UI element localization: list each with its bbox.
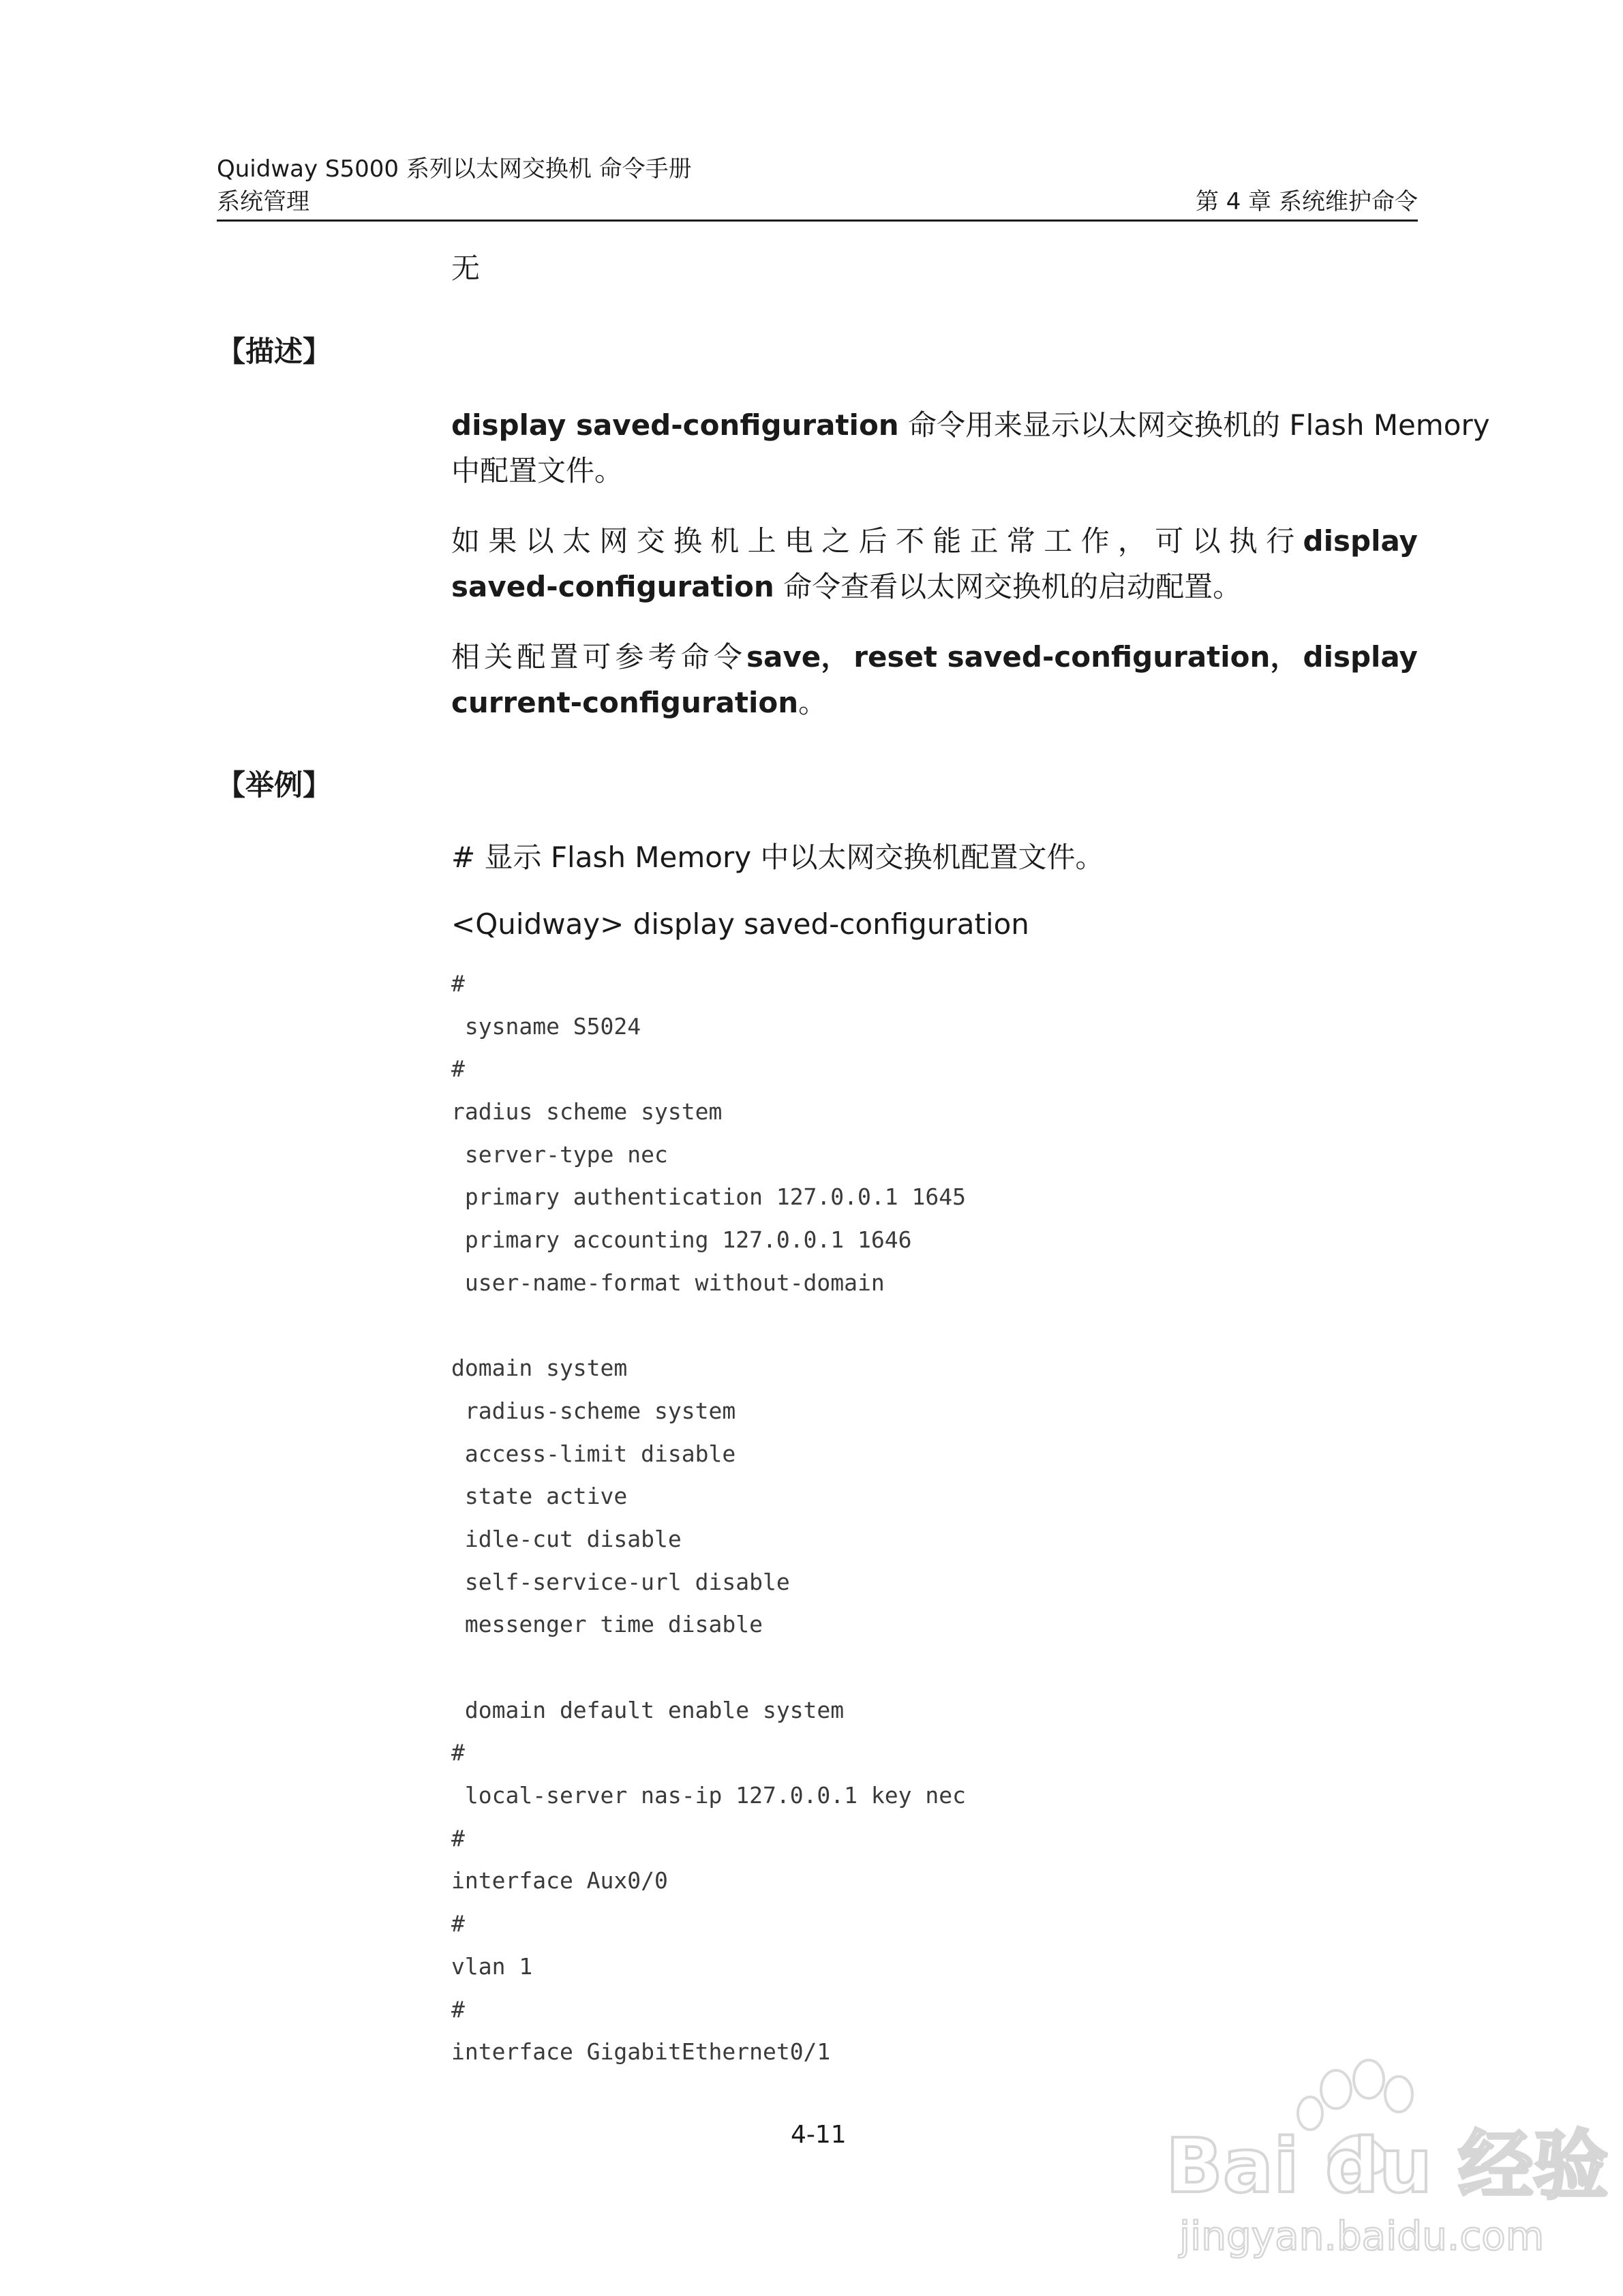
paragraph-line	[451, 448, 1418, 494]
command-name: save，	[746, 640, 850, 674]
code-line: #	[451, 970, 465, 997]
paragraph-word: 可	[582, 640, 611, 674]
paragraph-text: 中配置文件。	[451, 454, 624, 487]
code-line: user-name-format without-domain	[451, 1269, 885, 1296]
code-line: radius scheme system	[451, 1098, 723, 1126]
description-paragraph-2	[451, 518, 1418, 609]
paragraph-word: 上	[747, 524, 776, 558]
command-name: current-configuration	[451, 686, 799, 719]
paragraph-word: 机	[710, 524, 740, 558]
code-line: #	[451, 1055, 465, 1083]
code-line: #	[451, 1995, 465, 2023]
paragraph-text: 。	[798, 686, 828, 719]
default-value: 无	[451, 252, 481, 285]
code-line: interface Aux0/0	[451, 1867, 668, 1894]
paragraph-word: 之	[821, 524, 851, 558]
code-line: interface GigabitEthernet0/1	[451, 2038, 831, 2066]
paragraph-word: 可	[1155, 524, 1184, 558]
paragraph-word: 换	[673, 524, 702, 558]
command-name: display	[1303, 524, 1418, 558]
paragraph-word: 置	[549, 640, 579, 674]
code-line	[451, 1646, 966, 1689]
example-heading: 【举例】	[217, 768, 332, 802]
code-line	[451, 1305, 966, 1348]
paw-icon	[1321, 2070, 1351, 2109]
paragraph-word: 交	[636, 524, 665, 558]
code-line: primary authentication 127.0.0.1 1645	[451, 1183, 966, 1211]
code-line: local-server nas-ip 127.0.0.1 key nec	[451, 1782, 966, 1809]
paragraph-word: 不	[895, 524, 924, 558]
code-line: self-service-url disable	[451, 1568, 790, 1595]
header-divider	[217, 220, 1418, 222]
paragraph-line	[451, 634, 1418, 680]
paragraph-line	[451, 680, 1418, 725]
description-heading: 【描述】	[217, 335, 332, 368]
paragraph-word: 常	[1006, 524, 1035, 558]
code-line: domain default enable system	[451, 1696, 845, 1723]
example-caption: # 显示 Flash Memory 中以太网交换机配置文件。	[451, 841, 1104, 874]
paragraph-word: 后	[858, 524, 888, 558]
paragraph-word: 关	[484, 640, 513, 674]
code-line: state active	[451, 1483, 628, 1510]
paragraph-word: 网	[599, 524, 628, 558]
code-line: #	[451, 1739, 465, 1766]
section-name: 系统管理	[217, 188, 309, 215]
paragraph-line	[451, 518, 1418, 564]
paragraph-word: 如	[451, 524, 481, 558]
example-command-prompt: <Quidway> display saved-configuration	[451, 907, 1029, 941]
paragraph-word: 以	[525, 524, 554, 558]
code-line: primary accounting 127.0.0.1 1646	[451, 1226, 912, 1254]
command-name: display	[1303, 640, 1418, 674]
paragraph-word: 能	[932, 524, 962, 558]
paragraph-word: 参	[615, 640, 644, 674]
command-name: reset saved-configuration，	[853, 640, 1299, 674]
code-line: #	[451, 1824, 465, 1852]
watermark-url: jingyan.baidu.com	[1179, 2213, 1545, 2259]
description-paragraph-1	[451, 402, 1490, 494]
paragraph-word: 正	[969, 524, 999, 558]
watermark-brand: Bai du 经验	[1166, 2122, 1609, 2209]
code-line: server-type nec	[451, 1141, 668, 1168]
paragraph-line	[451, 402, 1490, 448]
paragraph-word: 作	[1080, 524, 1110, 558]
paragraph-word: 行	[1266, 524, 1295, 558]
description-paragraph-3	[451, 634, 1418, 725]
paragraph-word: 执	[1228, 524, 1258, 558]
paragraph-text: 命令查看以太网交换机的启动配置。	[774, 570, 1242, 603]
paragraph-word: 命	[680, 640, 710, 674]
chapter-title: 第 4 章 系统维护命令	[1195, 188, 1418, 215]
paragraph-word: 令	[713, 640, 742, 674]
code-line: vlan 1	[451, 1952, 533, 1980]
paragraph-word: 电	[784, 524, 813, 558]
paragraph-word: 果	[488, 524, 517, 558]
code-line: messenger time disable	[451, 1611, 763, 1638]
paragraph-text: 命令用来显示以太网交换机的 Flash Memory	[898, 408, 1490, 442]
command-name: display saved-configuration	[451, 408, 899, 442]
paragraph-word: 太	[562, 524, 591, 558]
paragraph-word: 工	[1044, 524, 1073, 558]
code-line: radius-scheme system	[451, 1397, 736, 1424]
code-line: idle-cut disable	[451, 1525, 682, 1552]
paragraph-line	[451, 564, 1418, 609]
paragraph-word: 考	[648, 640, 677, 674]
page-number: 4-11	[791, 2121, 847, 2149]
config-output	[451, 963, 966, 2074]
paragraph-word: ，	[1117, 524, 1147, 558]
code-line: #	[451, 1910, 465, 1937]
paragraph-word: 以	[1192, 524, 1221, 558]
baidu-jingyan-watermark	[1152, 2052, 1609, 2259]
paragraph-word: 配	[517, 640, 546, 674]
manual-title: Quidway S5000 系列以太网交换机 命令手册	[217, 155, 692, 183]
code-line: domain system	[451, 1355, 628, 1382]
code-line: sysname S5024	[451, 1012, 641, 1040]
code-line: access-limit disable	[451, 1440, 736, 1467]
paragraph-word: 相	[451, 640, 481, 674]
command-name: saved-configuration	[451, 570, 774, 603]
